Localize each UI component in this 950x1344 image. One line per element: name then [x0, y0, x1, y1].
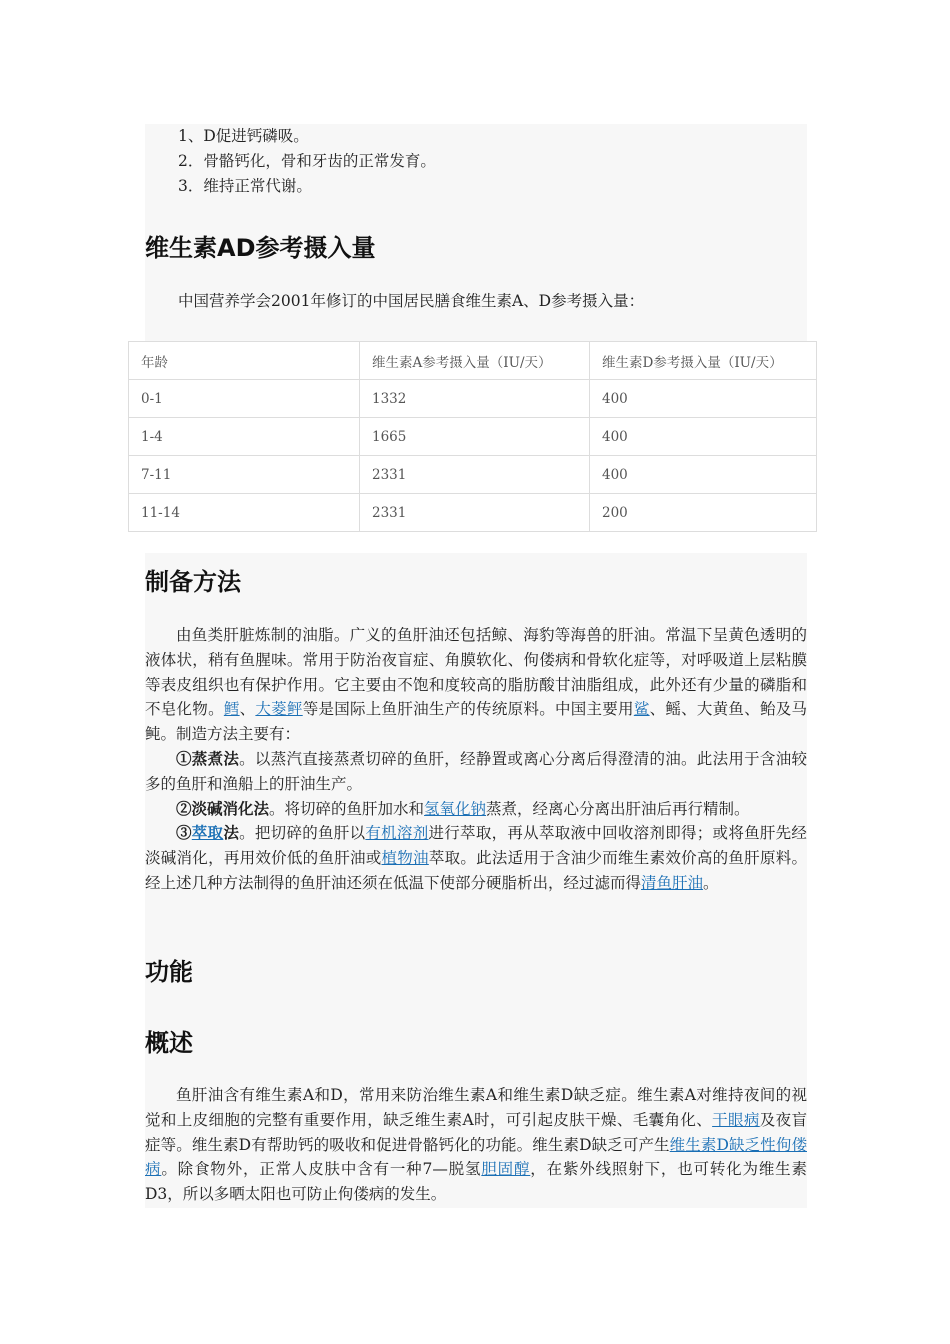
link-rickets[interactable]: 维生素D缺乏性佝偻病 — [145, 1135, 807, 1179]
table-cell: 2331 — [360, 456, 590, 494]
table-cell: 200 — [590, 494, 817, 532]
method-title: ①蒸煮法 — [176, 748, 240, 768]
link-turbot[interactable]: 大菱鲆 — [255, 700, 303, 719]
link-clear-cod-liver-oil[interactable]: 清鱼肝油 — [641, 873, 704, 892]
intake-intro-text: 中国营养学会2001年修订的中国居民膳食维生素A、D参考摄入量： — [178, 292, 645, 310]
link-vegetable-oil[interactable]: 植物油 — [381, 849, 429, 868]
table-cell: 1-4 — [129, 418, 360, 456]
link-xerophthalmia[interactable]: 干眼病 — [712, 1110, 760, 1129]
table-cell: 400 — [590, 456, 817, 494]
link-shark[interactable]: 鲨 — [633, 700, 650, 719]
method-title: ②淡碱消化法 — [176, 798, 270, 818]
table-cell: 1332 — [360, 380, 590, 418]
table-row — [129, 456, 817, 494]
list-item: 1、D促进钙磷吸。 — [178, 127, 309, 145]
list-item: 3．维持正常代谢。 — [178, 177, 312, 195]
link-sodium-hydroxide[interactable]: 氢氧化钠 — [424, 799, 487, 818]
list-item: 2．骨骼钙化，骨和牙齿的正常发育。 — [178, 152, 436, 170]
method-alkali-digestion: ②淡碱消化法。将切碎的鱼肝加水和氢氧化钠蒸煮，经离心分离出肝油后再行精制。 — [176, 798, 750, 818]
table-row — [129, 494, 817, 532]
table-header-cell: 维生素D参考摄入量（IU/天） — [590, 342, 817, 380]
method-steaming: ①蒸煮法。以蒸汽直接蒸煮切碎的鱼肝，经静置或离心分离后得澄清的油。此法用于含油较多的鱼肝和渔船上的肝油生产。 — [145, 748, 807, 793]
table-cell: 400 — [590, 380, 817, 418]
method-extraction: ③萃取法。把切碎的鱼肝以有机溶剂进行萃取，再从萃取液中回收溶剂即得；或将鱼肝先经淡碱消化，再用效价低的鱼肝油或植物油萃取。此法适用于含油少而维生素效价高的鱼肝原料。经上述几种方法制得的鱼肝油还须在低温下使部分硬脂析出，经过滤而得清鱼肝油。 — [145, 823, 807, 892]
table-cell: 0-1 — [129, 380, 360, 418]
table-header-cell: 维生素A参考摄入量（IU/天） — [360, 342, 590, 380]
preparation-text — [145, 623, 807, 896]
link-extraction[interactable]: 萃取 — [191, 823, 224, 843]
table-row — [129, 418, 817, 456]
section-heading-ad-intake: 维生素AD参考摄入量 — [145, 234, 376, 262]
section-heading-preparation: 制备方法 — [145, 568, 241, 596]
section-subheading-overview: 概述 — [145, 1029, 193, 1057]
link-organic-solvent[interactable]: 有机溶剂 — [365, 824, 429, 843]
table-cell: 7-11 — [129, 456, 360, 494]
link-cod[interactable]: 鳕 — [223, 700, 240, 719]
table-header-cell: 年龄 — [129, 342, 360, 380]
overview-text — [145, 1083, 807, 1207]
overview-paragraph: 鱼肝油含有维生素A和D，常用来防治维生素A和维生素D缺乏症。维生素A对维持夜间的视觉和上皮细胞的完整有重要作用，缺乏维生素A时，可引起皮肤干燥、毛囊角化、干眼病及夜盲症等。维生素D有帮助钙的吸收和促进骨骼钙化的功能。维生素D缺乏可产生维生素D缺乏性佝偻病。除食物外，正常人皮肤中含有一种7—脱氢胆固醇，在紫外线照射下，也可转化为维生素D3，所以多晒太阳也可防止佝偻病的发生。 — [145, 1086, 807, 1204]
intake-table — [128, 341, 817, 532]
section-heading-function: 功能 — [145, 958, 193, 986]
table-cell: 1665 — [360, 418, 590, 456]
table-cell: 2331 — [360, 494, 590, 532]
preparation-paragraph: 由鱼类肝脏炼制的油脂。广义的鱼肝油还包括鲸、海豹等海兽的肝油。常温下呈黄色透明的液体状，稍有鱼腥味。常用于防治夜盲症、角膜软化、佝偻病和骨软化症等，对呼吸道上层粘膜等表皮组织也有保护作用。它主要由不饱和度较高的脂肪酸甘油脂组成，此外还有少量的磷脂和不皂化物。鳕、大菱鲆等是国际上鱼肝油生产的传统原料。中国主要用鲨、鳐、大黄鱼、鲐及马鲀。制造方法主要有： — [145, 626, 807, 744]
table-cell: 400 — [590, 418, 817, 456]
table-cell: 11-14 — [129, 494, 360, 532]
link-cholesterol[interactable]: 胆固醇 — [481, 1160, 531, 1179]
table-header-row — [129, 342, 817, 380]
table-row — [129, 380, 817, 418]
